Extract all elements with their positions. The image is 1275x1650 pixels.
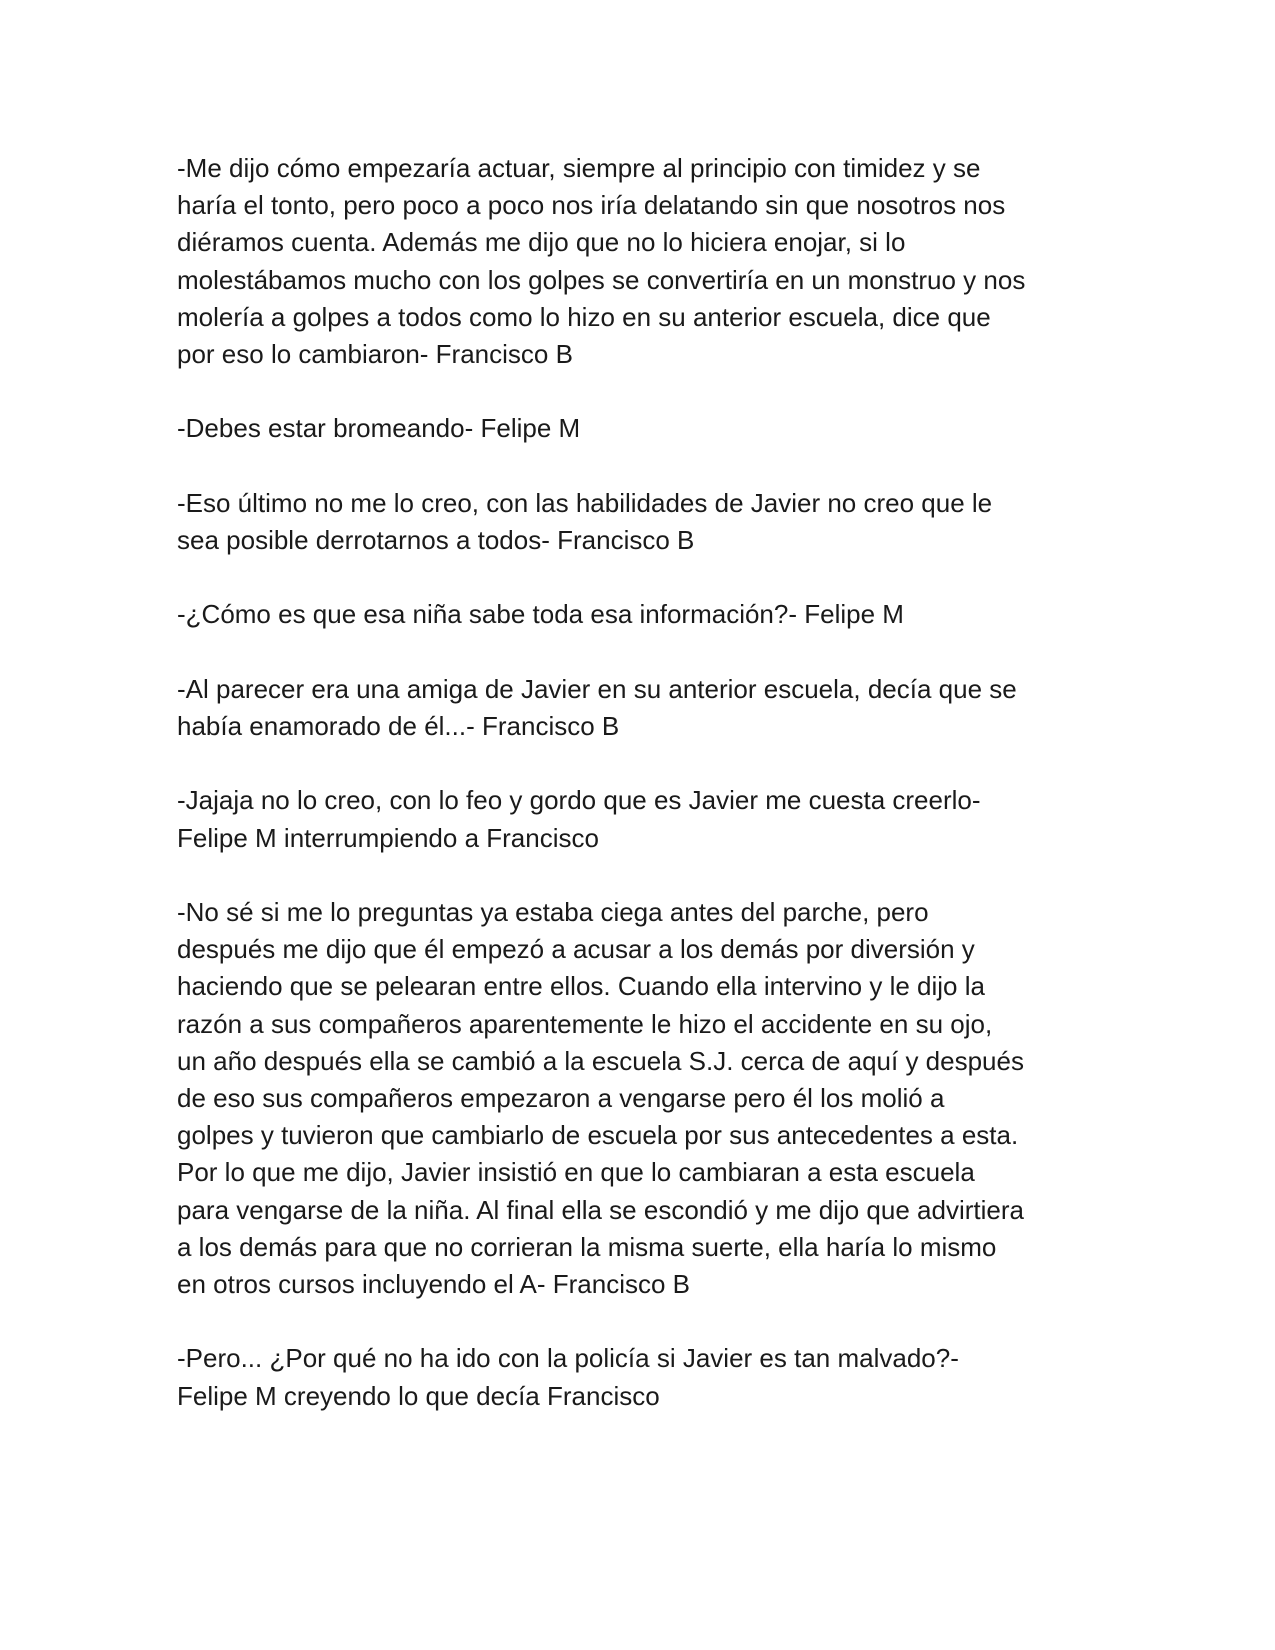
paragraph-gap xyxy=(177,1303,1097,1340)
text-line: molestábamos mucho con los golpes se convertiría en un monstruo y nos xyxy=(177,264,1026,295)
text-line: había enamorado de él...- Francisco B xyxy=(177,710,620,741)
document-body xyxy=(177,150,1097,1415)
paragraph xyxy=(177,410,1097,447)
text-line: a los demás para que no corrieran la misma suerte, ella haría lo mismo xyxy=(177,1231,997,1262)
paragraph-gap xyxy=(177,634,1097,671)
text-line: Por lo que me dijo, Javier insistió en que lo cambiaran a esta escuela xyxy=(177,1157,975,1188)
text-line: haría el tonto, pero poco a poco nos iría delatando sin que nosotros nos xyxy=(177,190,1006,221)
text-line: molería a golpes a todos como lo hizo en su anterior escuela, dice que xyxy=(177,301,991,332)
paragraph-gap xyxy=(177,745,1097,782)
text-line: sea posible derrotarnos a todos- Francisco B xyxy=(177,525,695,555)
paragraph-gap xyxy=(177,373,1097,410)
text-line: por eso lo cambiaron- Francisco B xyxy=(177,339,573,370)
paragraph-gap xyxy=(177,559,1097,596)
text-line: -Me dijo cómo empezaría actuar, siempre al principio con timidez y se xyxy=(177,153,981,183)
paragraph xyxy=(177,485,1097,559)
paragraph-gap xyxy=(177,448,1097,485)
paragraph xyxy=(177,894,1097,1303)
text-line: -¿Cómo es que esa niña sabe toda esa información?- Felipe M xyxy=(177,599,904,630)
text-line: -Eso último no me lo creo, con las habilidades de Javier no creo que le xyxy=(177,487,993,518)
paragraph xyxy=(177,782,1097,856)
text-line: un año después ella se cambió a la escuela S.J. cerca de aquí y después xyxy=(177,1045,1024,1076)
text-line: en otros cursos incluyendo el A- Francisco B xyxy=(177,1269,691,1299)
paragraph-gap xyxy=(177,857,1097,894)
text-line: -Jajaja no lo creo, con lo feo y gordo que es Javier me cuesta creerlo- xyxy=(177,785,981,816)
text-line: golpes y tuvieron que cambiarlo de escuela por sus antecedentes a esta. xyxy=(177,1120,1019,1151)
text-line: -Pero... ¿Por qué no ha ido con la policía si Javier es tan malvado?- xyxy=(177,1343,959,1374)
text-line: diéramos cuenta. Además me dijo que no lo hiciera enojar, si lo xyxy=(177,227,906,258)
paragraph xyxy=(177,596,1097,633)
text-line: Felipe M interrumpiendo a Francisco xyxy=(177,822,599,853)
text-line: -Al parecer era una amiga de Javier en su anterior escuela, decía que se xyxy=(177,673,1017,704)
paragraph xyxy=(177,150,1097,373)
text-line: -No sé si me lo preguntas ya estaba ciega antes del parche, pero xyxy=(177,896,929,927)
text-line: razón a sus compañeros aparentemente le hizo el accidente en su ojo, xyxy=(177,1008,993,1039)
text-line: haciendo que se pelearan entre ellos. Cuando ella intervino y le dijo la xyxy=(177,971,985,1002)
paragraph xyxy=(177,671,1097,745)
text-line: de eso sus compañeros empezaron a vengarse pero él los molió a xyxy=(177,1082,945,1113)
text-line: para vengarse de la niña. Al final ella se escondió y me dijo que advirtiera xyxy=(177,1194,1024,1225)
text-line: -Debes estar bromeando- Felipe M xyxy=(177,413,581,444)
paragraph xyxy=(177,1340,1097,1414)
text-line: después me dijo que él empezó a acusar a los demás por diversión y xyxy=(177,934,975,965)
text-line: Felipe M creyendo lo que decía Francisco xyxy=(177,1380,660,1411)
